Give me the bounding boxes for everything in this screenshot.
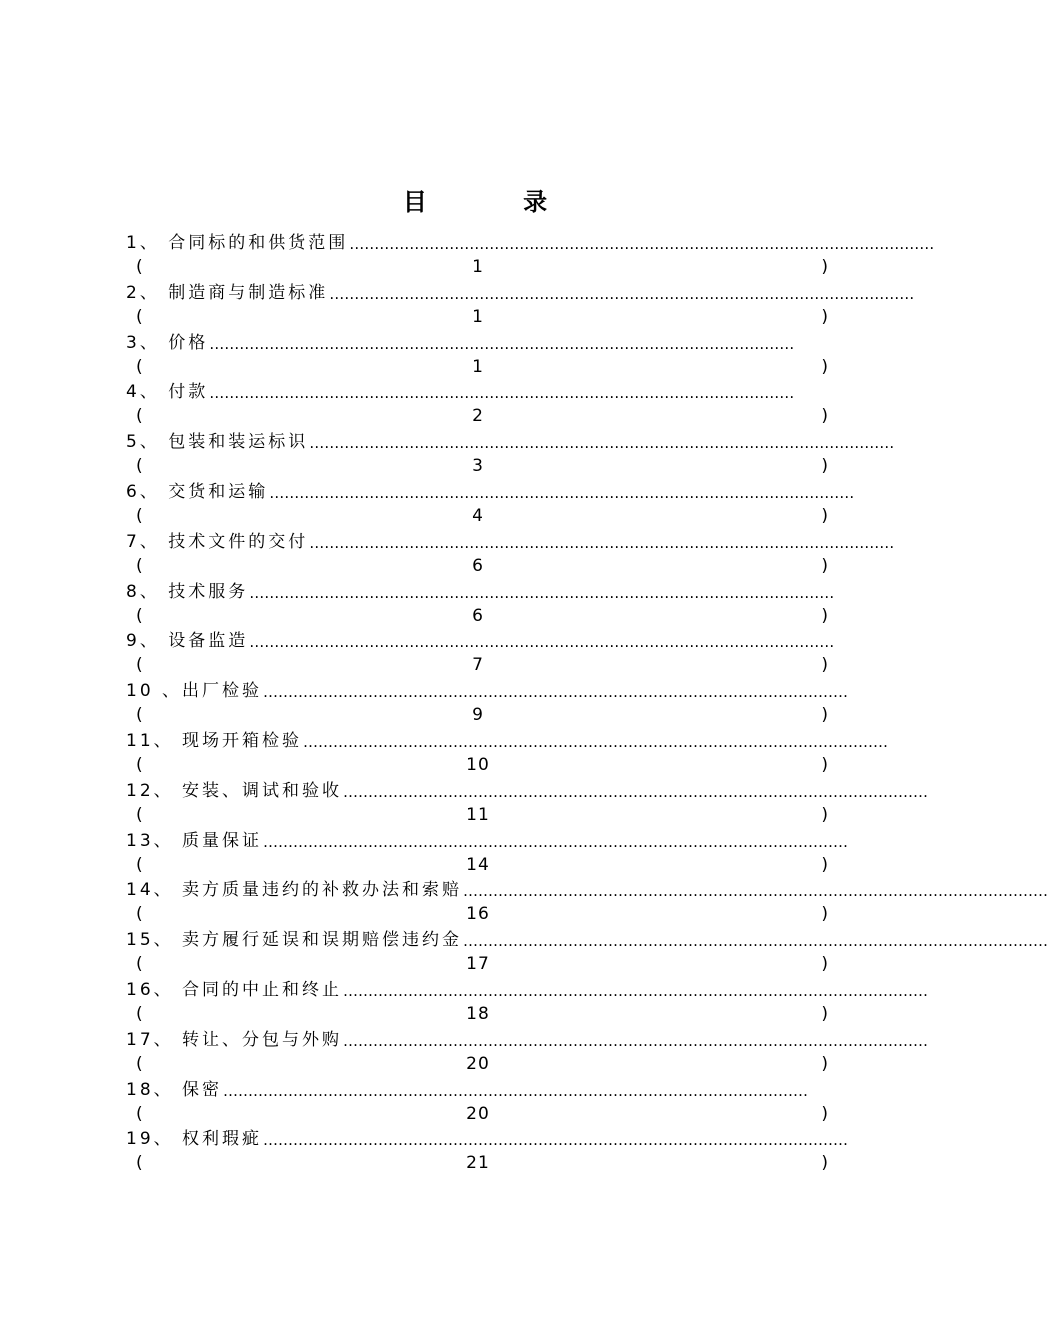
paren-open: ( (136, 257, 143, 277)
paren-close: ) (821, 1053, 828, 1074)
toc-number: 18、 (126, 1079, 183, 1100)
toc-entry[interactable] (126, 926, 1048, 976)
paren-close: ) (821, 854, 828, 875)
toc-number: 12、 (126, 780, 183, 801)
toc-page-number: 3 (472, 456, 484, 477)
toc-page-number: 17 (466, 954, 490, 975)
toc-entry[interactable] (126, 677, 849, 727)
paren-close: ) (821, 904, 828, 925)
paren-open: ( (136, 406, 143, 427)
toc-entry[interactable] (126, 1125, 849, 1175)
toc-entry[interactable] (126, 827, 849, 877)
toc-leader: ……………………………………………………………………………………………………… (249, 583, 835, 602)
paren-close: ) (821, 754, 828, 775)
toc-number: 5、 (126, 432, 169, 453)
toc-label: 现场开箱检验 (182, 730, 303, 751)
toc-page-number: 6 (472, 555, 484, 576)
paren-open: ( (136, 555, 143, 576)
toc-page-number: 18 (466, 1003, 490, 1024)
toc-leader: ……………………………………………………………………………………………………… (223, 1081, 809, 1100)
toc-leader: ……………………………………………………………………………………………………… (343, 1031, 929, 1050)
toc-label: 出厂检验 (182, 681, 263, 702)
paren-close: ) (821, 306, 828, 327)
toc-leader: ……………………………………………………………………………………………………… (209, 384, 795, 403)
paren-close: ) (821, 605, 828, 626)
toc-entry[interactable] (126, 229, 935, 279)
toc-leader: ……………………………………………………………………………………………………… (463, 882, 1048, 901)
toc-page-number: 1 (472, 257, 484, 277)
toc-number: 3、 (126, 332, 169, 353)
toc-leader: ……………………………………………………………………………………………………… (309, 434, 895, 453)
paren-open: ( (136, 804, 143, 825)
paren-close: ) (821, 954, 828, 975)
toc-label: 卖方履行延误和误期赔偿违约金 (182, 930, 463, 951)
paren-close: ) (821, 555, 828, 576)
toc-number: 7、 (126, 531, 169, 552)
toc-label: 安装、调试和验收 (182, 780, 343, 801)
toc-page-number: 2 (472, 406, 484, 427)
toc-leader: ……………………………………………………………………………………………………… (263, 1131, 849, 1150)
paren-open: ( (136, 1153, 143, 1174)
toc-number: 11、 (126, 730, 183, 751)
toc-page-number: 11 (466, 804, 490, 825)
toc-entry[interactable] (126, 627, 835, 677)
toc-number: 2、 (126, 282, 169, 303)
toc-number: 8、 (126, 581, 169, 602)
toc-page-number: 4 (472, 505, 484, 526)
paren-open: ( (136, 1053, 143, 1074)
toc-number: 13、 (126, 830, 183, 851)
toc-entry[interactable] (126, 329, 830, 379)
paren-open: ( (136, 1003, 143, 1024)
toc-leader: ……………………………………………………………………………………………………… (329, 284, 915, 303)
paren-open: ( (136, 954, 143, 975)
toc-label: 质量保证 (182, 830, 263, 851)
paren-open: ( (136, 754, 143, 775)
toc-entry[interactable] (126, 976, 929, 1026)
toc-leader: ……………………………………………………………………………………………………… (343, 782, 929, 801)
toc-page-number: 6 (472, 605, 484, 626)
page-title: 目 录 (402, 188, 592, 216)
paren-open: ( (136, 854, 143, 875)
toc-label: 卖方质量违约的补救办法和索赔 (182, 880, 463, 901)
toc-leader: ……………………………………………………………………………………………………… (309, 533, 895, 552)
toc-label: 包装和装运标识 (168, 432, 309, 453)
toc-label: 权利瑕疵 (182, 1129, 263, 1150)
paren-open: ( (136, 1103, 143, 1124)
paren-open: ( (136, 356, 143, 377)
toc-number: 9、 (126, 631, 169, 652)
paren-close: ) (821, 257, 828, 277)
paren-open: ( (136, 456, 143, 477)
toc-leader: ……………………………………………………………………………………………………… (263, 832, 849, 851)
toc-leader: ……………………………………………………………………………………………………… (209, 334, 795, 353)
toc-leader: ……………………………………………………………………………………………………… (263, 683, 849, 702)
toc-entry[interactable] (126, 876, 1048, 926)
toc-label: 付款 (168, 382, 209, 403)
toc-number: 14、 (126, 880, 183, 901)
toc-label: 技术文件的交付 (168, 531, 309, 552)
table-of-contents (126, 229, 1048, 1175)
paren-open: ( (136, 655, 143, 676)
toc-number: 10 、 (126, 681, 183, 702)
toc-page-number: 16 (466, 904, 490, 925)
paren-close: ) (821, 456, 828, 477)
toc-page-number: 1 (472, 356, 484, 377)
toc-label: 保密 (182, 1079, 223, 1100)
toc-label: 合同的中止和终止 (182, 979, 343, 1000)
paren-close: ) (821, 804, 828, 825)
toc-number: 1、 (126, 233, 169, 253)
toc-number: 17、 (126, 1029, 183, 1050)
toc-entry[interactable] (126, 528, 895, 578)
toc-entry[interactable] (126, 378, 830, 428)
toc-label: 交货和运输 (168, 481, 269, 502)
toc-entry[interactable] (126, 1026, 929, 1076)
toc-page-number: 10 (466, 754, 490, 775)
toc-number: 19、 (126, 1129, 183, 1150)
paren-open: ( (136, 306, 143, 327)
toc-page-number: 14 (466, 854, 490, 875)
toc-leader: ……………………………………………………………………………………………………… (349, 235, 935, 253)
toc-leader: ……………………………………………………………………………………………………… (269, 483, 855, 502)
toc-entry[interactable] (126, 1076, 830, 1126)
paren-close: ) (821, 406, 828, 427)
paren-open: ( (136, 605, 143, 626)
toc-leader: ……………………………………………………………………………………………………… (303, 732, 889, 751)
toc-leader: ……………………………………………………………………………………………………… (343, 981, 929, 1000)
toc-label: 制造商与制造标准 (168, 282, 329, 303)
toc-page-number: 20 (466, 1053, 490, 1074)
toc-leader: ……………………………………………………………………………………………………… (249, 633, 835, 652)
paren-open: ( (136, 705, 143, 726)
toc-entry[interactable] (126, 777, 929, 827)
paren-close: ) (821, 356, 828, 377)
paren-close: ) (821, 1153, 828, 1174)
toc-label: 转让、分包与外购 (182, 1029, 343, 1050)
toc-entry[interactable] (126, 578, 835, 628)
toc-entry[interactable] (126, 478, 855, 528)
paren-close: ) (821, 1103, 828, 1124)
paren-open: ( (136, 904, 143, 925)
toc-entry[interactable] (126, 279, 915, 329)
toc-label: 设备监造 (168, 631, 249, 652)
toc-page-number: 20 (466, 1103, 490, 1124)
toc-page-number: 9 (472, 705, 484, 726)
toc-entry[interactable] (126, 428, 895, 478)
toc-page-number: 1 (472, 306, 484, 327)
toc-number: 4、 (126, 382, 169, 403)
paren-close: ) (821, 505, 828, 526)
toc-number: 16、 (126, 979, 183, 1000)
toc-leader: ……………………………………………………………………………………………………… (463, 932, 1048, 951)
toc-label: 合同标的和供货范围 (168, 233, 349, 253)
paren-open: ( (136, 505, 143, 526)
toc-page-number: 7 (472, 655, 484, 676)
paren-close: ) (821, 705, 828, 726)
paren-close: ) (821, 655, 828, 676)
toc-number: 6、 (126, 481, 169, 502)
toc-label: 价格 (168, 332, 209, 353)
toc-label: 技术服务 (168, 581, 249, 602)
paren-close: ) (821, 1003, 828, 1024)
toc-entry[interactable] (126, 727, 889, 777)
toc-number: 15、 (126, 930, 183, 951)
toc-page-number: 21 (466, 1153, 490, 1174)
